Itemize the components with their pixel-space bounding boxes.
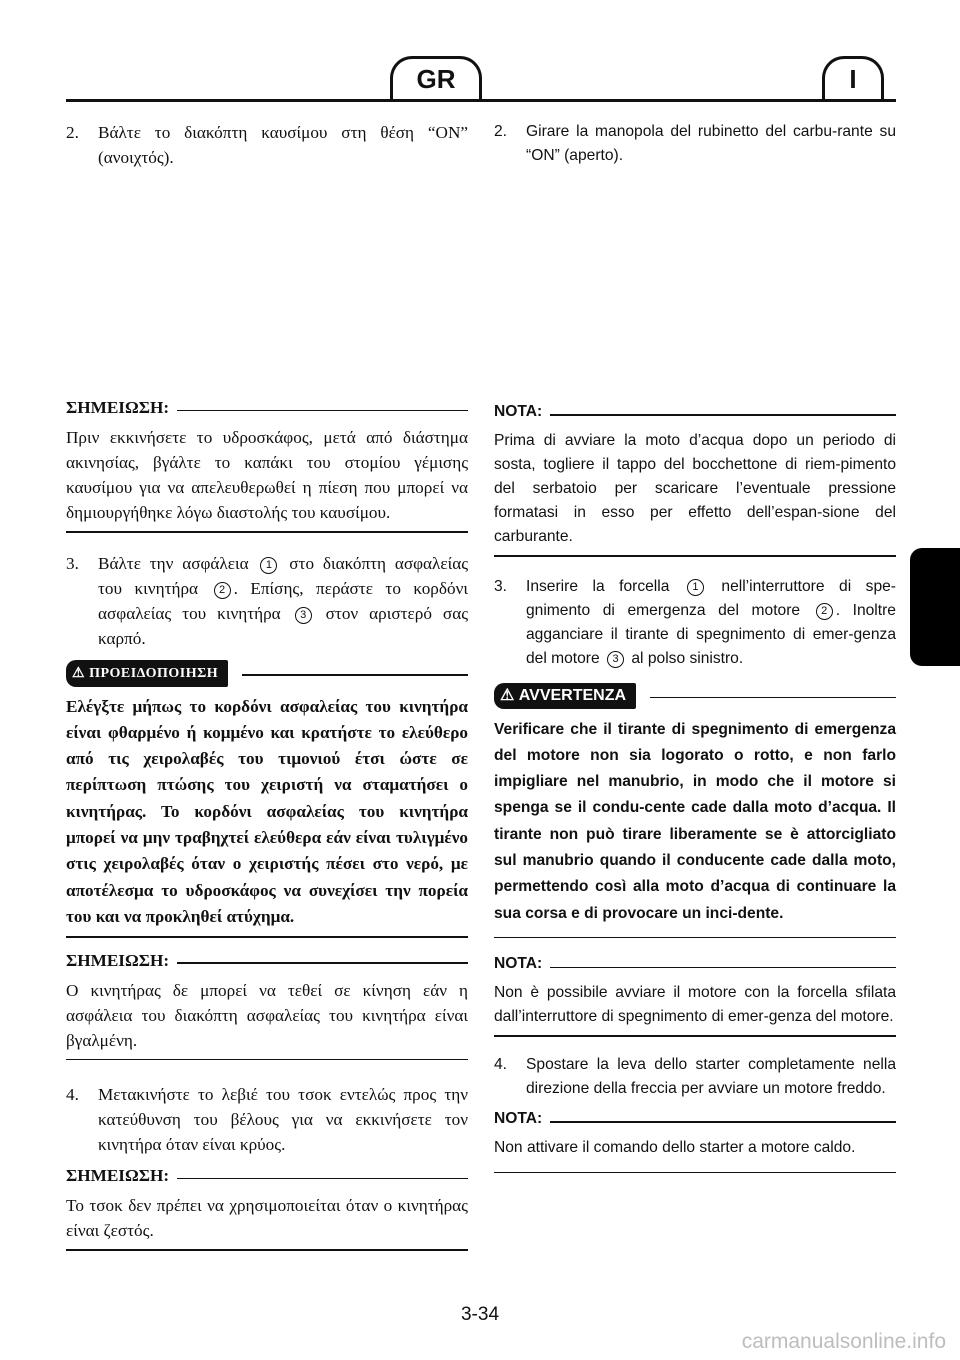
it-step-3 [494, 575, 896, 671]
warning-end-rule [66, 936, 468, 938]
note-label: NOTA: [494, 955, 543, 973]
gr-step-2 [66, 120, 468, 170]
warning-end-rule [494, 937, 896, 939]
step-number: 2. [66, 123, 79, 142]
it-note-2-heading [494, 952, 896, 976]
note-end-rule [494, 1172, 896, 1174]
header-rule [66, 99, 896, 102]
gr-step-4 [66, 1082, 468, 1157]
step-number: 3. [494, 577, 508, 595]
step-text [526, 575, 896, 671]
step-number: 4. [66, 1085, 79, 1105]
step-text-part: al polso sinistro. [631, 649, 744, 667]
it-step-2 [494, 120, 896, 168]
warning-rule [650, 697, 896, 699]
step-text-part: Inserire la forcella [526, 577, 670, 595]
callout-3-icon: 3 [607, 651, 624, 668]
callout-2-icon: 2 [816, 603, 833, 620]
step-text-part: στο διακόπτη ασφαλείας του κινητήρα [98, 553, 469, 598]
note-label: NOTA: [494, 1109, 543, 1127]
note-rule [550, 1121, 896, 1123]
step-text-part: Βάλτε την ασφάλεια [98, 553, 249, 573]
note-end-rule [494, 1035, 896, 1037]
gr-note-1-heading [66, 395, 468, 420]
note-label: ΣΗΜΕΙΩΣΗ: [66, 950, 170, 970]
it-step-4 [494, 1053, 896, 1101]
warning-triangle-icon: ⚠ [500, 686, 515, 704]
it-note-1-heading [494, 400, 896, 424]
it-warning-heading [494, 683, 896, 709]
warning-triangle-icon: ⚠ [72, 665, 86, 681]
step-text [98, 551, 468, 651]
step-text: Girare la manopola del rubinetto del carbu-rante su “ON” (aperto). [526, 123, 896, 164]
note-end-rule [494, 555, 896, 557]
warning-badge [66, 660, 228, 687]
callout-1-icon: 1 [260, 557, 277, 574]
warning-label: AVVERTENZA [518, 686, 627, 704]
callout-1-icon: 1 [687, 579, 704, 596]
gr-note-1-text: Πριν εκκινήσετε το υδροσκάφος, μετά από διάστημα ακινησίας, βγάλτε το καπάκι του στομίου γέμισης καυσίμου για να απελευθερωθεί η πίεση που μπορεί να δημιουργήθηκε λόγω διαστολής του καυσίμου. [66, 428, 468, 522]
it-warning-text: Verificare che il tirante di spegnimento di emergenza del motore non sia logorato o rotto, e non farlo impigliare nel manubrio, in modo che il motore si spenga se il condu-cente cade dalla moto d’acqua. Il tirante non può tirare liberamente se è attorcigliato sul manubrio quando il conducente cade dalla moto, permettendo così alla moto d’acqua di continuare la sua corsa e di provocare un inci-dente. [494, 720, 896, 922]
it-note-3-text: Non attivare il comando dello starter a motore caldo. [494, 1138, 856, 1156]
gr-warning-text: Ελέγξτε μήπως το κορδόνι ασφαλείας του κινητήρα είναι φθαρμένο ή κομμένο και κρατήστε το ελεύθερο από τις χειρολαβές του τιμονιού έτσι ώστε σε περίπτωση πτώσης του χειριστή να σταματήσει ο κινητήρας. Το κορδόνι ασφαλείας του κινητήρα μπορεί να μην τραβηχτεί ελεύθερα εάν είναι τυλιγμένο στις χειρολαβές όταν ο χειριστής πέσει στο νερό, με αποτέλεσμα το υδροσκάφος να συνεχίσει την πορεία του και να προκληθεί ατύχημα. [66, 696, 468, 926]
note-rule [177, 962, 468, 964]
note-rule [550, 967, 896, 969]
it-note-3-heading [494, 1107, 896, 1131]
italian-column [494, 120, 896, 1173]
gr-note-2-heading [66, 948, 468, 973]
warning-rule [242, 674, 468, 676]
gr-note-3-heading [66, 1163, 468, 1188]
it-note-2-text: Non è possibile avviare il motore con la forcella sfilata dall’interruttore di spegnimento di emer-genza del motore. [494, 984, 896, 1026]
it-note-1-text: Prima di avviare la moto d’acqua dopo un periodo di sosta, togliere il tappo del bocchettone di riem-pimento del serbatoio per scaricare l’eventuale pressione formatasi in esso per effetto dell’espan-sione del carburante. [494, 432, 896, 545]
callout-2-icon: 2 [214, 582, 231, 599]
watermark: carmanualsonline.info [741, 1330, 946, 1353]
note-end-rule [66, 1059, 468, 1061]
note-rule [550, 414, 896, 416]
step-text-part: . Inoltre agganciare il tirante di spegnimento di emer-genza del motore [526, 601, 896, 667]
section-tab [910, 548, 960, 666]
step-number: 4. [494, 1055, 508, 1073]
step-text-part: . Επίσης, περάστε το κορδόνι ασφαλείας του κινητήρα [98, 578, 468, 623]
callout-3-icon: 3 [295, 607, 312, 624]
step-text: Μετακινήστε το λεβιέ του τσοκ εντελώς προς την κατεύθυνση του βέλους για να εκκινήσετε τον κινητήρα όταν είναι κρύος. [98, 1085, 468, 1155]
note-rule [177, 410, 468, 412]
page-number: 3-34 [460, 1304, 500, 1325]
gr-note-2-text: Ο κινητήρας δε μπορεί να τεθεί σε κίνηση εάν η ασφάλεια του διακόπτη ασφαλείας του κινητήρα είναι βγαλμένη. [66, 980, 468, 1050]
step-number: 2. [494, 123, 508, 140]
note-label: ΣΗΜΕΙΩΣΗ: [66, 1166, 170, 1186]
note-label: ΣΗΜΕΙΩΣΗ: [66, 398, 170, 417]
note-label: NOTA: [494, 403, 543, 420]
gr-warning-heading [66, 660, 468, 687]
note-end-rule [66, 1249, 468, 1251]
gr-step-3 [66, 551, 468, 651]
warning-label: ΠΡΟΕΙΔΟΠΟΙΗΣΗ [89, 665, 219, 681]
warning-badge [494, 683, 636, 709]
step-text: Spostare la leva dello starter completamente nella direzione della freccia per avviare un motore freddo. [526, 1055, 896, 1097]
step-text-part: nell’interruttore di spe-gnimento di emergenza del motore [526, 577, 896, 619]
gr-note-3-text: Το τσοκ δεν πρέπει να χρησιμοποιείται όταν ο κινητήρας είναι ζεστός. [66, 1196, 468, 1241]
step-text: Βάλτε το διακόπτη καυσίμου στη θέση “ON” (ανοιχτός). [98, 123, 468, 167]
note-rule [177, 1178, 468, 1180]
language-badge-gr: GR [390, 56, 482, 99]
note-end-rule [66, 531, 468, 533]
language-badge-i: I [822, 56, 884, 99]
greek-column [66, 120, 468, 1251]
step-text-part: στον αριστερό σας καρπό. [98, 603, 468, 648]
step-number: 3. [66, 553, 79, 573]
